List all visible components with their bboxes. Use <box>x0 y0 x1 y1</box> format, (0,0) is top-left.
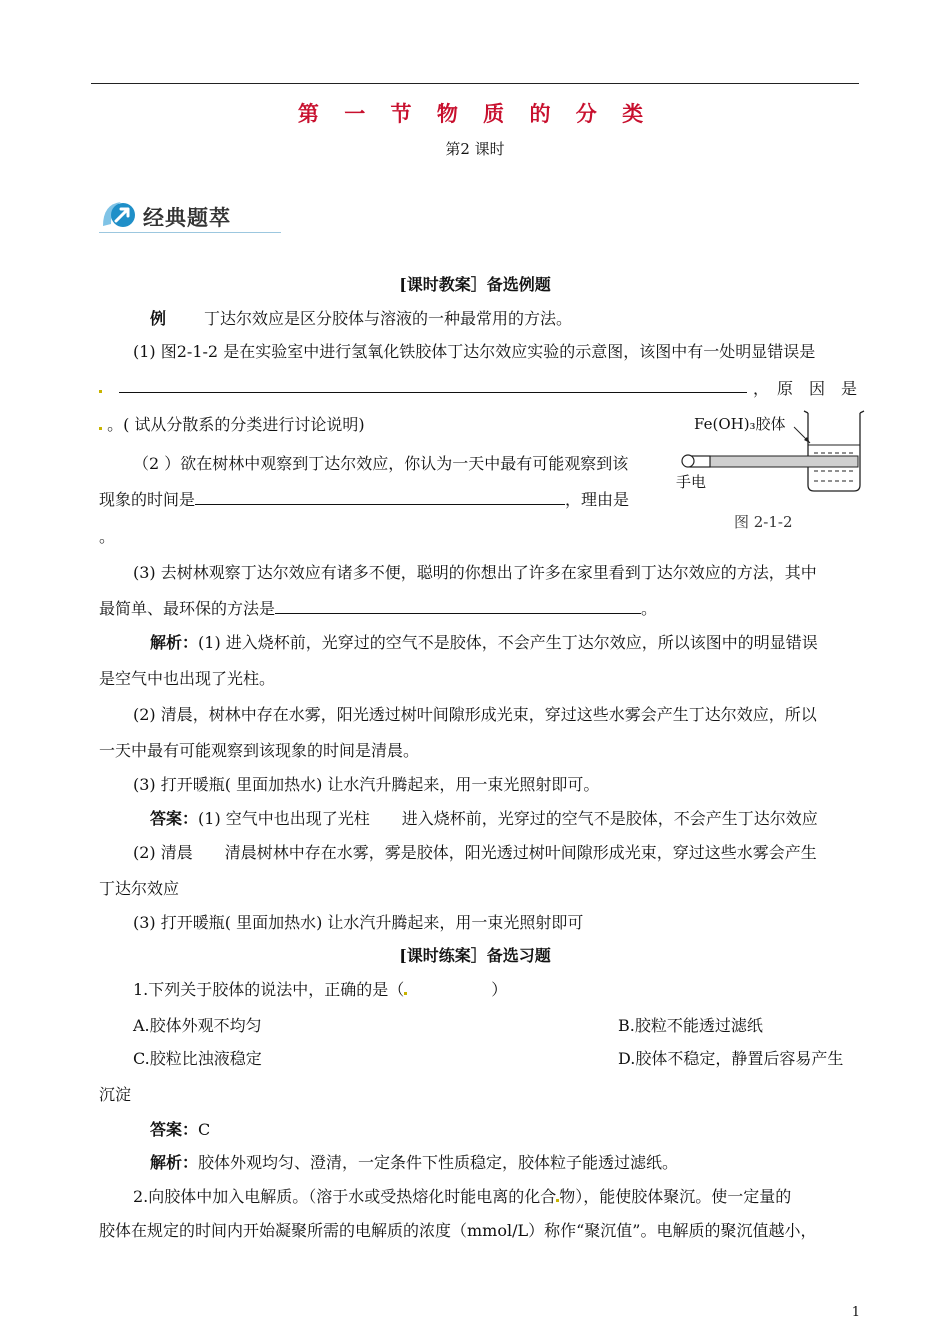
q2-line2-b: ，理由是 <box>565 490 630 509</box>
analysis-2a: (2) 清晨，树林中存在水雾，阳光透过树叶间隙形成光束，穿过这些水雾会产生丁达尔效应，所以 <box>133 705 817 724</box>
marker-dot <box>99 427 102 430</box>
answer-blank-3[interactable] <box>275 597 641 614</box>
page-subtitle: 第2 课时 <box>445 140 505 158</box>
exercise-2-line2: 胶体在规定的时间内开始凝聚所需的电解质的浓度（mmol/L）称作“聚沉值”。电解质的聚沉值越小， <box>99 1221 817 1240</box>
banner-label: 经典题萃 <box>143 205 231 230</box>
figure-2-1-2 <box>676 405 866 535</box>
analysis-1a-text: (1) 进入烧杯前，光穿过的空气不是胶体，不会产生丁达尔效应，所以该图中的明显错误 <box>198 633 818 652</box>
option-c[interactable]: C.胶粒比浊液稳定 <box>133 1049 262 1068</box>
analysis-1a <box>150 630 818 653</box>
section-heading-1: [课时教案］备选例题 <box>399 275 551 294</box>
answer-blank-1[interactable] <box>119 376 747 393</box>
q2-line2-a: 现象的时间是 <box>99 490 196 509</box>
exercise-1-stem <box>133 977 507 1000</box>
marker-dot <box>404 992 407 995</box>
option-a[interactable]: A.胶体外观不均匀 <box>133 1016 262 1035</box>
figure-label-colloid: Fe(OH)₃胶体 <box>694 415 786 433</box>
answer-1-text: (1) 空气中也出现了光柱 进入烧杯前，光穿过的空气不是胶体，不会产生丁达尔效应 <box>198 809 818 828</box>
option-d[interactable]: D.胶体不稳定，静置后容易产生 <box>618 1049 844 1068</box>
q3-line2 <box>99 596 657 619</box>
q2-line3: 。 <box>99 527 116 546</box>
exercise-2-line1-b: 物），能使胶体聚沉。使一定量的 <box>559 1187 792 1206</box>
exercise-1-answer <box>150 1117 210 1140</box>
figure-label-torch: 手电 <box>676 473 707 491</box>
answer-2a: (2) 清晨 清晨树林中存在水雾，雾是胶体，阳光透过树叶间隙形成光束，穿过这些水雾会产生 <box>133 843 817 862</box>
header-rule <box>91 83 859 84</box>
analysis-label: 解析： <box>150 633 199 652</box>
q3-line1: (3) 去树林观察丁达尔效应有诸多不便，聪明的你想出了许多在家里看到丁达尔效应的方法，其中 <box>133 563 817 582</box>
exercise-analysis-label: 解析： <box>150 1153 199 1172</box>
q2-line1: （2 ）欲在树林中观察到丁达尔效应，你认为一天中最有可能观察到该 <box>133 454 629 473</box>
section-banner <box>99 198 281 236</box>
q2-line2 <box>99 487 629 510</box>
q3-line2-a: 最简单、最环保的方法是 <box>99 599 276 618</box>
figure-caption: 图 2-1-2 <box>734 513 793 531</box>
marker-dot <box>99 390 102 393</box>
example-label: 例 <box>150 309 167 328</box>
answer-1 <box>150 806 818 829</box>
exercise-analysis-text: 胶体外观均匀、澄清，一定条件下性质稳定，胶体粒子能透过滤纸。 <box>198 1153 679 1172</box>
q1-line2 <box>99 376 857 397</box>
q1-reason-label: ， 原 因 是 <box>752 379 857 398</box>
exercise-1-stem-b: ） <box>491 980 508 999</box>
page-number: 1 <box>851 1305 860 1320</box>
answer-blank-2[interactable] <box>195 488 565 505</box>
q1-line3-text: 。( 试从分散系的分类进行讨论说明) <box>107 415 365 434</box>
example-line <box>150 306 572 329</box>
exercise-1-stem-a: 1.下列关于胶体的说法中，正确的是（ <box>133 980 405 999</box>
exercise-2-line1 <box>133 1184 791 1207</box>
answer-3: (3) 打开暖瓶( 里面加热水) 让水汽升腾起来，用一束光照射即可 <box>133 913 584 932</box>
exercise-1-analysis <box>150 1150 678 1173</box>
analysis-2b: 一天中最有可能观察到该现象的时间是清晨。 <box>99 741 420 760</box>
exercise-2-line1-a: 2.向胶体中加入电解质。（溶于水或受热熔化时能电离的化合 <box>133 1187 557 1206</box>
page-title: 第 一 节 物 质 的 分 类 <box>297 101 653 126</box>
analysis-1b: 是空气中也出现了光柱。 <box>99 669 276 688</box>
q1-line1: (1) 图2-1-2 是在实验室中进行氢氧化铁胶体丁达尔效应实验的示意图，该图中有一处明显错误是 <box>133 342 816 361</box>
q3-line2-b: 。 <box>641 599 658 618</box>
option-b[interactable]: B.胶粒不能透过滤纸 <box>618 1016 763 1035</box>
q1-line3 <box>99 412 365 435</box>
section-heading-2: [课时练案］备选习题 <box>399 946 551 965</box>
banner-underline <box>99 232 281 233</box>
answer-2b: 丁达尔效应 <box>99 879 180 898</box>
exercise-answer-value: C <box>198 1120 211 1139</box>
option-d-continued: 沉淀 <box>99 1085 132 1104</box>
example-text: 丁达尔效应是区分胶体与溶液的一种最常用的方法。 <box>204 309 573 328</box>
answer-label: 答案： <box>150 809 199 828</box>
arrow-badge-icon <box>99 198 139 232</box>
exercise-answer-label: 答案： <box>150 1120 199 1139</box>
analysis-3: (3) 打开暖瓶( 里面加热水) 让水汽升腾起来，用一束光照射即可。 <box>133 775 600 794</box>
